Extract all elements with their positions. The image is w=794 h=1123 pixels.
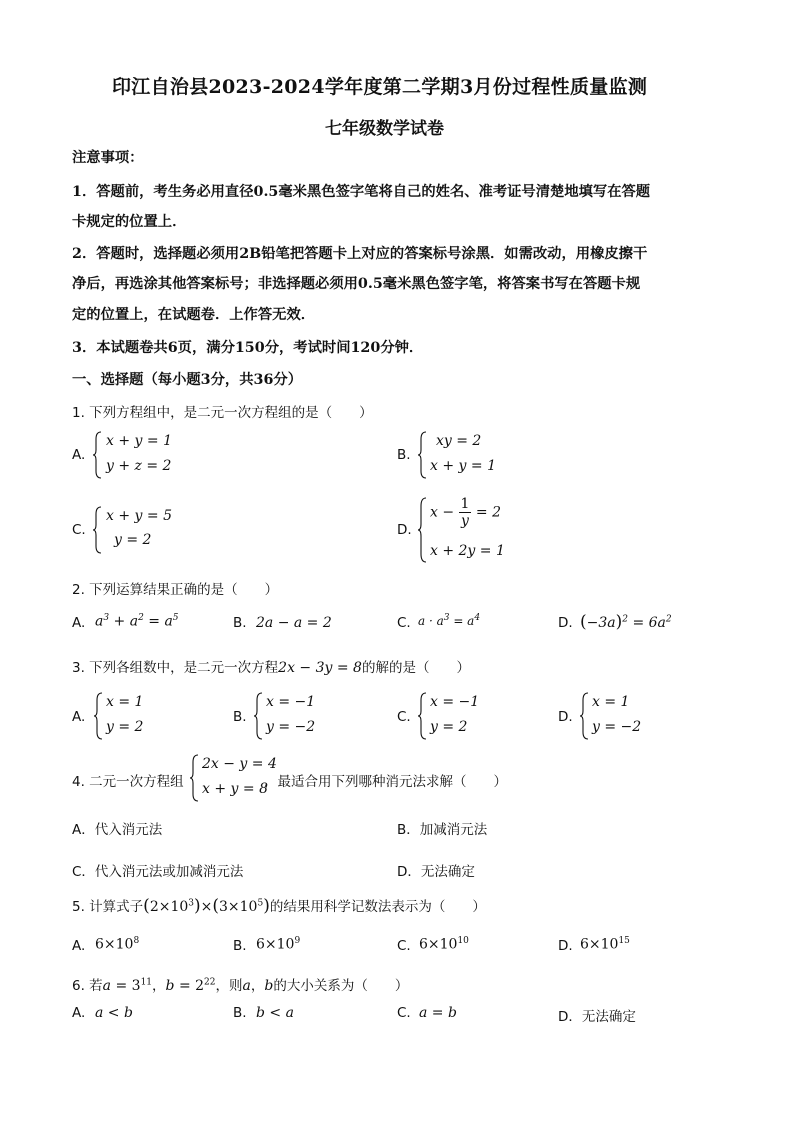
left-brace-icon — [93, 506, 103, 554]
q2-option-c-expr: $a \cdot a^3 = a^4$ — [418, 613, 481, 628]
q3-option-a-label: A. — [72, 709, 86, 725]
q2-option-a-label: A. — [72, 615, 86, 631]
q4-option-c: C．代入消元法或加减消元法 — [72, 864, 244, 880]
question-5-stem: 5. 计算式子$(2\times 10^3)\times(3\times 10^5)$的结果用科学记数法表示为（ ） — [72, 896, 486, 916]
q3-option-d-eq2: y = −2 — [592, 719, 642, 735]
page-title: 印江自治县2023-2024学年度第二学期3月份过程性质量监测 — [112, 76, 648, 98]
q3-option-c-label: C. — [397, 709, 411, 725]
q3-option-b-eq2: y = −2 — [266, 719, 316, 735]
q5-option-c-expr: $6\times 10^{10}$ — [419, 936, 469, 953]
q1-option-d-eq1: x − $\frac{1}{y}$ = 2 — [430, 496, 501, 529]
q5-option-b-expr: $6\times 10^9$ — [256, 936, 301, 953]
q2-option-a-expr: $a^3 + a^2 = a^5$ — [95, 613, 179, 630]
note-item-1-line-2: 卡规定的位置上． — [72, 214, 187, 230]
question-1-stem: 1. 下列方程组中，是二元一次方程组的是（ ） — [72, 405, 373, 421]
q4-eq2: x + y = 8 — [202, 781, 268, 797]
q3-option-a-eq2: y = 2 — [106, 719, 144, 735]
q3-option-b-label: B. — [233, 709, 247, 725]
q5-expression: $(2\times 10^3)\times(3\times 10^5)$ — [143, 896, 270, 916]
q5-option-d-expr: $6\times 10^{15}$ — [580, 936, 630, 953]
q2-option-b-expr: 2a − a = 2 — [256, 615, 332, 631]
note-item-2-line-3: 定的位置上，在试题卷．上作答无效． — [72, 307, 316, 323]
section-heading: 一、选择题（每小题3分，共36分） — [72, 372, 302, 388]
q5-option-a-label: A. — [72, 938, 86, 954]
left-brace-icon — [254, 692, 264, 740]
q2-option-c-label: C. — [397, 615, 411, 631]
left-brace-icon — [580, 692, 590, 740]
note-item-3: 3．本试题卷共6页，满分150分，考试时间120分钟． — [72, 340, 424, 356]
question-2-stem: 2. 下列运算结果正确的是（ ） — [72, 582, 279, 598]
page-subtitle: 七年级数学试卷 — [325, 119, 444, 139]
q3-option-b-eq1: x = −1 — [266, 694, 316, 710]
left-brace-icon — [418, 431, 428, 479]
left-brace-icon — [93, 431, 103, 479]
note-item-1-line-1: 1．答题前，考生务必用直径0.5毫米黑色签字笔将自己的姓名、准考证号清楚地填写在答题 — [72, 184, 651, 200]
question-3-stem: 3. 下列各组数中，是二元一次方程2x − 3y = 8的解的是（ ） — [72, 660, 470, 676]
q1-option-c-label: C. — [72, 522, 86, 538]
notes-heading: 注意事项： — [72, 150, 144, 166]
q6-option-c-label: C. — [397, 1005, 411, 1021]
q3-option-c-eq2: y = 2 — [430, 719, 468, 735]
left-brace-icon — [418, 497, 428, 563]
left-brace-icon — [418, 692, 428, 740]
q1-option-c-eq2: y = 2 — [114, 532, 152, 548]
left-brace-icon — [94, 692, 104, 740]
note-item-2-line-2: 净后，再选涂其他答案标号；非选择题必须用0.5毫米黑色签字笔，将答案书写在答题卡规 — [72, 276, 641, 292]
q5-option-c-label: C. — [397, 938, 411, 954]
q3-option-c-eq1: x = −1 — [430, 694, 480, 710]
q4-option-a: A．代入消元法 — [72, 822, 163, 838]
q3-option-d-eq1: x = 1 — [592, 694, 630, 710]
q1-option-b-eq1: xy = 2 — [436, 433, 482, 449]
q5-option-d-label: D. — [558, 938, 573, 954]
q1-option-a-label: A. — [72, 447, 86, 463]
q5-option-a-expr: $6\times 10^8$ — [95, 936, 140, 953]
q5-option-b-label: B. — [233, 938, 247, 954]
note-item-2-line-1: 2．答题时，选择题必须用2B铅笔把答题卡上对应的答案标号涂黑．如需改动，用橡皮擦干 — [72, 246, 648, 262]
q3-option-d-label: D. — [558, 709, 573, 725]
q6-option-c-expr: a = b — [419, 1005, 457, 1021]
fraction: $\frac{1}{y}$ — [460, 496, 470, 529]
q6-option-a-label: A. — [72, 1005, 86, 1021]
q6-option-a-expr: a < b — [95, 1005, 133, 1021]
q2-option-d-expr: $(-3a)^2 = 6a^2$ — [580, 612, 672, 632]
q4-option-b: B．加减消元法 — [397, 822, 488, 838]
q4-eq1: 2x − y = 4 — [202, 756, 277, 772]
q4-option-d: D．无法确定 — [397, 864, 475, 880]
question-6-stem: 6. 若$a = 3^{11}$，$b = 2^{22}$，则a，b的大小关系为（ ） — [72, 977, 409, 994]
q1-option-a-eq2: y + z = 2 — [106, 458, 172, 474]
question-4-stem-post: ，最适合用下列哪种消元法求解（ ） — [264, 774, 507, 790]
q1-option-b-eq2: x + y = 1 — [430, 458, 496, 474]
q3-option-a-eq1: x = 1 — [106, 694, 144, 710]
question-4-stem-pre: 4. 二元一次方程组 — [72, 774, 184, 790]
q2-option-b-label: B. — [233, 615, 247, 631]
q1-option-b-label: B. — [397, 447, 411, 463]
left-brace-icon — [190, 754, 200, 802]
q2-option-d-label: D. — [558, 615, 573, 631]
q1-option-a-eq1: x + y = 1 — [106, 433, 172, 449]
q6-option-b-label: B. — [233, 1005, 247, 1021]
q1-option-d-eq2: x + 2y = 1 — [430, 543, 505, 559]
q6-option-b-expr: b < a — [256, 1005, 294, 1021]
q1-option-d-label: D. — [397, 522, 412, 538]
q1-option-c-eq1: x + y = 5 — [106, 508, 172, 524]
q6-option-d: D．无法确定 — [558, 1009, 636, 1025]
